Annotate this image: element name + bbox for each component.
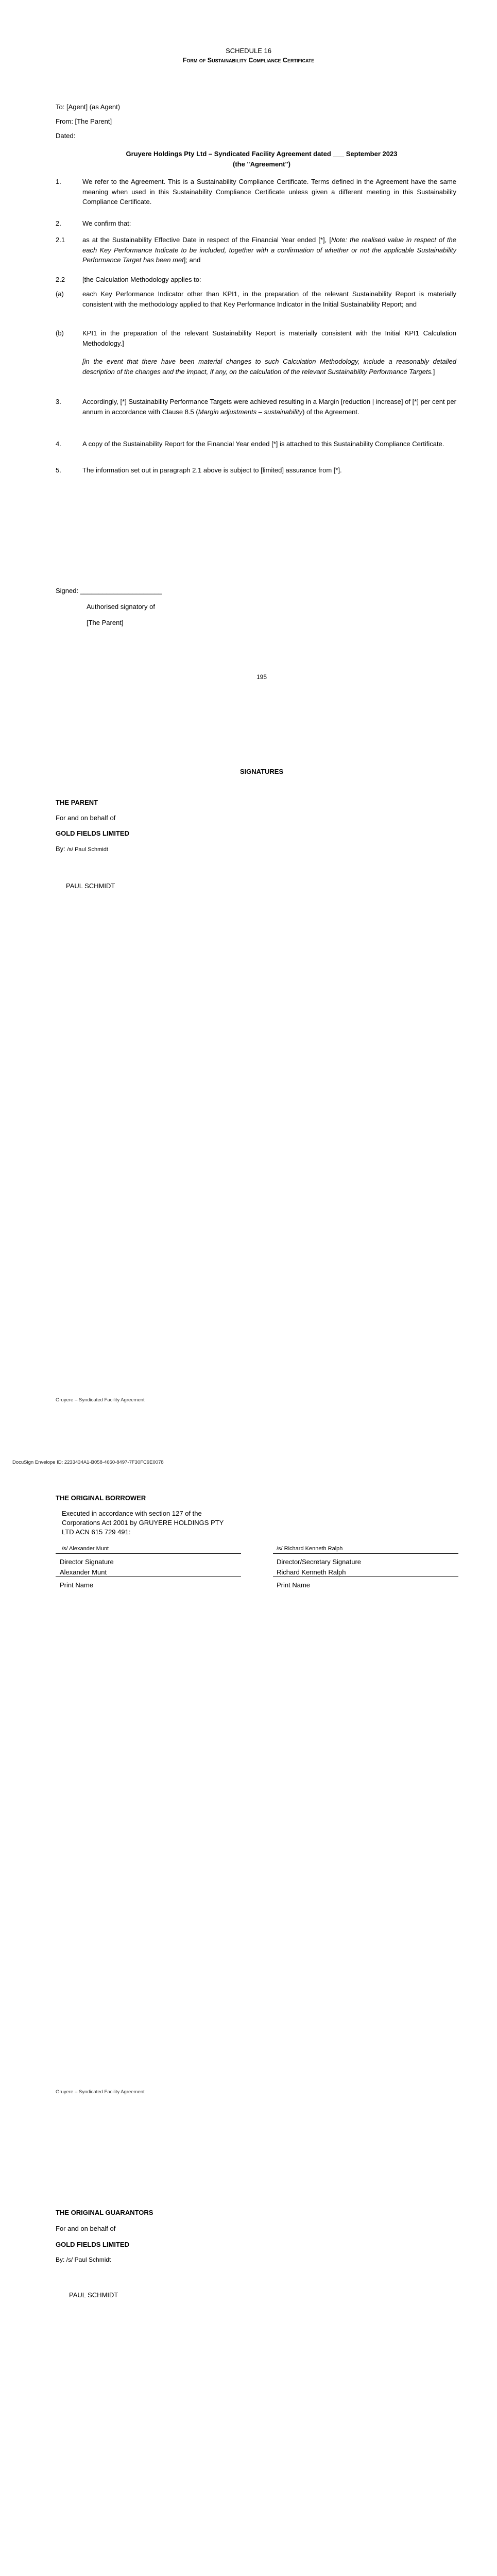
for-and-on-behalf: For and on behalf of <box>56 814 116 822</box>
page-footer: Gruyere – Syndicated Facility Agreement <box>56 1397 145 1403</box>
signature: /s/ Alexander Munt <box>62 1546 109 1552</box>
to-line: To: [Agent] (as Agent) <box>56 103 121 111</box>
print-name-label: Print Name <box>277 1581 311 1589</box>
signed-line: Signed: ______________________ <box>56 587 162 595</box>
item-text: We confirm that: <box>82 219 131 227</box>
by-line <box>56 844 108 854</box>
schedule-heading: SCHEDULE 16 <box>226 47 271 55</box>
signatures-parent-page <box>0 701 497 1427</box>
parent-bracket: [The Parent] <box>87 619 124 626</box>
item-text: A copy of the Sustainability Report for the Financial Year ended [*] is attached to this Sustainability Compliance Certificate. <box>82 440 444 448</box>
secretary-signature-label: Director/Secretary Signature <box>277 1558 362 1566</box>
item-text: as at the Sustainability Effective Date in respect of the Financial Year ended [*], [Note: the realised value in respect of the each Key Performance Indicate to be included, together with a confirmation of whether or not the applicable Sustainability Performance Target has been met]; and <box>82 236 456 264</box>
signatures-borrower-page <box>0 1427 497 2128</box>
secretary-name: Richard Kenneth Ralph <box>277 1568 346 1576</box>
authorised-signatory: Authorised signatory of <box>87 603 155 611</box>
signatures-guarantors-page <box>0 2128 497 2576</box>
by-line: By: /s/ Paul Schmidt <box>56 2256 111 2263</box>
item-text: Accordingly, [*] Sustainability Performance Targets were achieved resulting in a Margin [reduction | increase] of [*] per cent per annum in accordance with Clause 8.5 (Margin adjustments – sustainability) of the Agreement. <box>82 398 456 416</box>
page-footer: Gruyere – Syndicated Facility Agreement <box>56 2089 145 2095</box>
item-number: 5. <box>56 466 61 474</box>
item-text: We refer to the Agreement. This is a Sustainability Compliance Certificate. Terms defined in the Agreement have the same meaning when used in this Sustainability Compliance Certificate unless given a different meeting in this Sustainability Compliance Certificate. <box>82 178 456 206</box>
item-number: 2. <box>56 219 61 227</box>
by-label: By: <box>56 845 65 853</box>
item-number: 3. <box>56 398 61 405</box>
docusign-envelope-id: DocuSign Envelope ID: 2233434A1-B058-4660-8497-7F30FC9E0078 <box>12 1460 164 1465</box>
director-name: Alexander Munt <box>60 1568 107 1576</box>
page-number: 195 <box>256 673 267 681</box>
item-number: (a) <box>56 290 64 298</box>
item-text: [the Calculation Methodology applies to: <box>82 276 201 283</box>
item-number: 2.2 <box>56 276 65 283</box>
print-name-label: Print Name <box>60 1581 94 1589</box>
party-heading: THE ORIGINAL GUARANTORS <box>56 2209 153 2216</box>
item-text: each Key Performance Indicator other than KPI1, in the preparation of the relevant Sustainability Report is materially consistent with the methodology applied to that Key Performance Indicator in the Initial Sustainability Report; and <box>82 290 456 308</box>
company-name: GOLD FIELDS LIMITED <box>56 829 129 837</box>
for-and-on-behalf: For and on behalf of <box>56 2225 116 2232</box>
schedule-subheading: Form of Sustainability Compliance Certificate <box>182 57 315 64</box>
party-heading: THE PARENT <box>56 799 98 806</box>
item-number: 1. <box>56 178 61 185</box>
signature: /s/ Paul Schmidt <box>67 846 108 853</box>
item-text: The information set out in paragraph 2.1 above is subject to [limited] assurance from [*]. <box>82 466 342 474</box>
signature: /s/ Richard Kenneth Ralph <box>277 1546 343 1552</box>
execution-clause: Executed in accordance with section 127 of the Corporations Act 2001 by GRUYERE HOLDINGS PTY LTD ACN 615 729 491: <box>62 1510 224 1536</box>
item-text: KPI1 in the preparation of the relevant Sustainability Report is materially consistent with the Initial KPI1 Calculation Methodology.] <box>82 329 456 347</box>
party-heading: THE ORIGINAL BORROWER <box>56 1494 146 1502</box>
item-number: (b) <box>56 329 64 337</box>
signature-line <box>273 1553 458 1554</box>
company-name: GOLD FIELDS LIMITED <box>56 2241 129 2248</box>
agreement-title: Gruyere Holdings Pty Ltd – Syndicated Facility Agreement dated ___ September 2023 <box>126 150 398 158</box>
note-paragraph: [in the event that there have been material changes to such Calculation Methodology, include a reasonably detailed description of the changes and the impact, if any, on the calculation of the relevant Sustainability Performance Targets.] <box>82 358 456 376</box>
signature-line <box>56 1553 241 1554</box>
dated-line: Dated: <box>56 132 76 140</box>
signatory-name: PAUL SCHMIDT <box>69 2291 118 2299</box>
signatory-name: PAUL SCHMIDT <box>66 882 115 890</box>
item-number: 4. <box>56 440 61 448</box>
from-line: From: [The Parent] <box>56 117 112 125</box>
signatures-title: SIGNATURES <box>239 768 284 775</box>
director-signature-label: Director Signature <box>60 1558 114 1566</box>
schedule-page <box>0 0 497 701</box>
item-number: 2.1 <box>56 236 65 244</box>
agreement-title-defined: (the "Agreement") <box>232 160 290 168</box>
